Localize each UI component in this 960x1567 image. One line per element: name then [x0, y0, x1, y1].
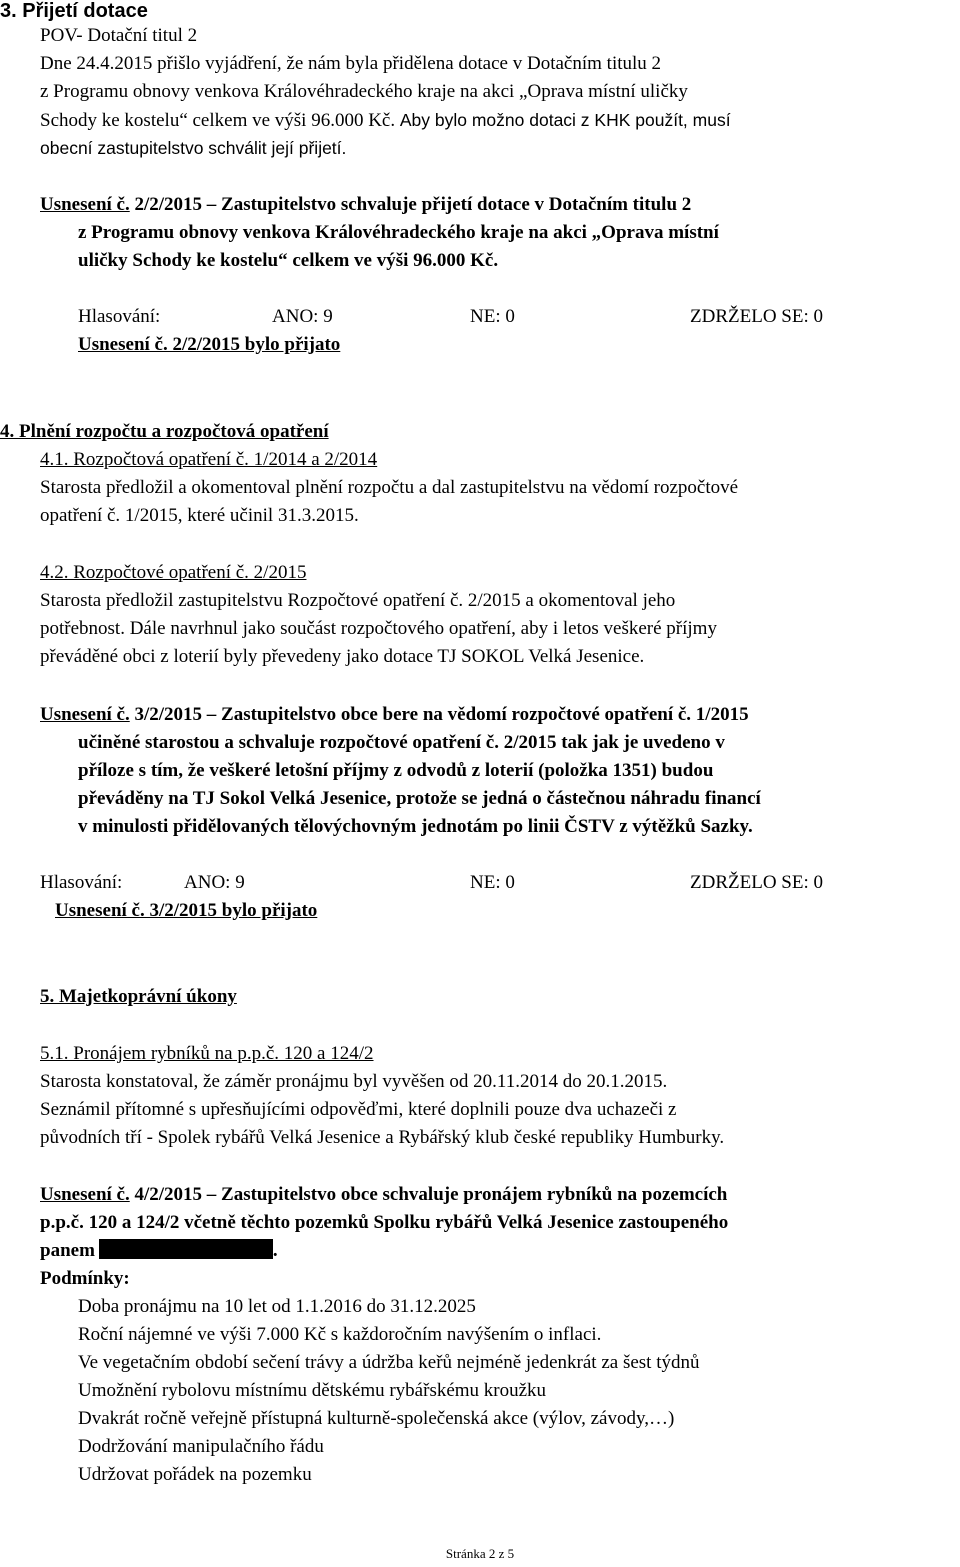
paragraph-segment: Aby bylo možno dotaci z KHK použít, musí	[399, 110, 731, 130]
section-3-heading: 3. Přijetí dotace	[0, 0, 148, 22]
paragraph-line: obecní zastupitelstvo schválit její přijetí.	[40, 138, 347, 158]
paragraph-line: Starosta konstatoval, že záměr pronájmu byl vyvěšen od 20.11.2014 do 20.1.2015.	[40, 1071, 668, 1092]
paragraph-line: převáděné obci z loterií byly převedeny jako dotace TJ SOKOL Velká Jesenice.	[40, 646, 645, 667]
resolution-line	[40, 1237, 278, 1266]
condition-item: Dvakrát ročně veřejně přístupná kulturně-společenská akce (výlov, závody,…)	[78, 1408, 675, 1429]
resolution-label: Usnesení č.	[40, 1184, 130, 1205]
resolution-line: příloze s tím, že veškeré letošní příjmy z odvodů z loterií (položka 1351) budou	[78, 760, 714, 781]
resolution-label: Usnesení č.	[40, 194, 130, 215]
subsection-heading: 4.1. Rozpočtová opatření č. 1/2014 a 2/2014	[40, 449, 378, 470]
resolution-line: uličky Schody ke kostelu“ celkem ve výši 96.000 Kč.	[78, 250, 499, 271]
resolution-line	[40, 1181, 727, 1210]
resolution-line: učiněné starostou a schvaluje rozpočtové opatření č. 2/2015 tak jak je uvedeno v	[78, 732, 725, 753]
paragraph-line: původních tří - Spolek rybářů Velká Jesenice a Rybářský klub české republiky Humburky.	[40, 1127, 725, 1148]
paragraph-line: Seznámil přítomné s upřesňujícími odpověďmi, které doplnili pouze dva uchazeči z	[40, 1099, 677, 1120]
resolution-text: 3/2/2015 – Zastupitelstvo obce bere na vědomí rozpočtové opatření č. 1/2015	[134, 704, 749, 725]
paragraph-line: potřebnost. Dále navrhnul jako součást rozpočtového opatření, aby i letos veškeré příjmy	[40, 618, 717, 639]
condition-item: Dodržování manipulačního řádu	[78, 1436, 324, 1457]
subsection-heading: 4.2. Rozpočtové opatření č. 2/2015	[40, 562, 307, 583]
section-4-heading: 4. Plnění rozpočtu a rozpočtová opatření	[0, 421, 329, 442]
paragraph-line: z Programu obnovy venkova Královéhradeckého kraje na akci „Oprava místní uličky	[40, 81, 688, 102]
resolution-line	[40, 701, 749, 730]
vote-zdrzelo: ZDRŽELO SE: 0	[690, 872, 823, 893]
paragraph-segment: Schody ke kostelu“ celkem ve výši 96.000 Kč.	[40, 110, 396, 131]
page-footer: Stránka 2 z 5	[445, 1546, 515, 1561]
condition-item: Umožnění rybolovu místnímu dětskému rybářskému kroužku	[78, 1380, 547, 1401]
condition-item: Ve vegetačním období sečení trávy a údržba keřů nejméně jedenkrát za šest týdnů	[78, 1352, 700, 1373]
redacted-name-block	[99, 1239, 273, 1259]
paragraph-line: opatření č. 1/2015, které učinil 31.3.2015.	[40, 505, 359, 526]
resolution-line: z Programu obnovy venkova Královéhradeckého kraje na akci „Oprava místní	[78, 222, 719, 243]
paragraph-line: Dne 24.4.2015 přišlo vyjádření, že nám byla přidělena dotace v Dotačním titulu 2	[40, 53, 662, 74]
paragraph-line	[40, 106, 731, 136]
resolution-result: Usnesení č. 2/2/2015 bylo přijato	[78, 334, 341, 355]
resolution-line: převáděny na TJ Sokol Velká Jesenice, protože se jedná o částečnou náhradu financí	[78, 788, 761, 809]
conditions-label: Podmínky:	[40, 1268, 130, 1289]
vote-ano: ANO: 9	[272, 306, 333, 327]
section-3-subheading: POV- Dotační titul 2	[40, 25, 198, 46]
resolution-text: 2/2/2015 – Zastupitelstvo schvaluje přijetí dotace v Dotačním titulu 2	[134, 194, 692, 215]
vote-label: Hlasování:	[40, 872, 123, 893]
subsection-heading: 5.1. Pronájem rybníků na p.p.č. 120 a 124/2	[40, 1043, 374, 1064]
vote-label: Hlasování:	[78, 306, 161, 327]
resolution-end: .	[272, 1240, 278, 1261]
resolution-line: p.p.č. 120 a 124/2 včetně těchto pozemků Spolku rybářů Velká Jesenice zastoupeného	[40, 1212, 729, 1233]
vote-ne: NE: 0	[470, 306, 515, 327]
condition-item: Doba pronájmu na 10 let od 1.1.2016 do 31.12.2025	[78, 1296, 476, 1317]
paragraph-line: Starosta předložil zastupitelstvu Rozpočtové opatření č. 2/2015 a okomentoval jeho	[40, 590, 676, 611]
resolution-line	[40, 191, 691, 220]
vote-zdrzelo: ZDRŽELO SE: 0	[690, 306, 823, 327]
vote-ano: ANO: 9	[184, 872, 245, 893]
section-5-heading: 5. Majetkoprávní úkony	[40, 986, 237, 1007]
resolution-label: Usnesení č.	[40, 704, 130, 725]
resolution-text: panem	[40, 1240, 95, 1261]
condition-item: Roční nájemné ve výši 7.000 Kč s každoročním navýšením o inflaci.	[78, 1324, 602, 1345]
resolution-line: v minulosti přidělovaných tělovýchovným jednotám po linii ČSTV z výtěžků Sazky.	[78, 816, 753, 837]
vote-ne: NE: 0	[470, 872, 515, 893]
paragraph-line: Starosta předložil a okomentoval plnění rozpočtu a dal zastupitelstvu na vědomí rozpočtové	[40, 477, 739, 498]
condition-item: Udržovat pořádek na pozemku	[78, 1464, 312, 1485]
resolution-result: Usnesení č. 3/2/2015 bylo přijato	[55, 900, 318, 921]
resolution-text: 4/2/2015 – Zastupitelstvo obce schvaluje pronájem rybníků na pozemcích	[134, 1184, 728, 1205]
